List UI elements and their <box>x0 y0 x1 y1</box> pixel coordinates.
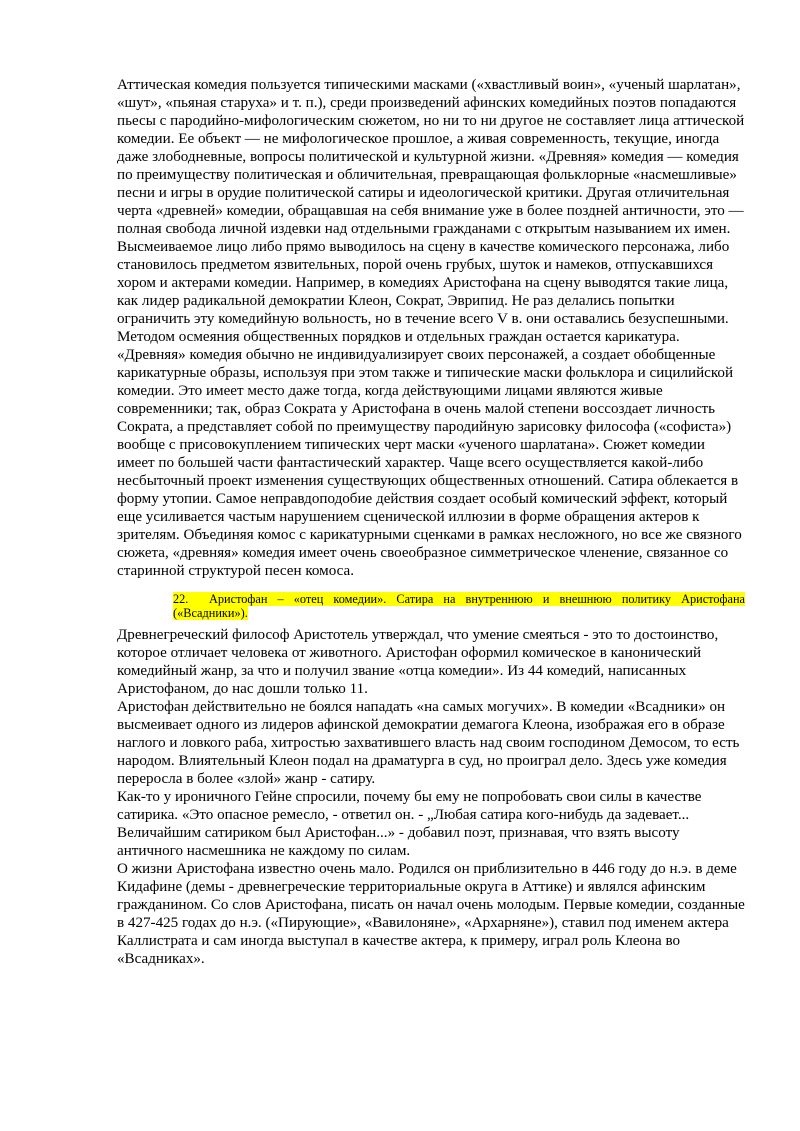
attic-comedy-paragraph: Аттическая комедия пользуется типическими масками («хвастливый воин», «ученый шарлатан», «шут», «пьяная старуха» и т. п.), среди произведений афинских комедийных поэтов попадаются пьесы с пародийно-мифологическим сюжетом, но ни то ни другое не составляет лица аттической комедии. Ее объект — не мифологическое прошлое, а живая современность, текущие, иногда даже злободневные, вопросы политической и культурной жизни. «Древняя» комедия — комедия по преимуществу политическая и обличительная, превращающая фольклорные «насмешливые» песни и игры в орудие политической сатиры и идеологической критики. Другая отличительная черта «древней» комедии, обращавшая на себя внимание уже в более поздней античности, это — полная свобода личной издевки над отдельными гражданами с открытым называнием их имен. Высмеиваемое лицо либо прямо выводилось на сцену в качестве комического персонажа, либо становилось предметом язвительных, порой очень грубых, шуток и намеков, отпускавшихся хором и актерами комедии. Например, в комедиях Аристофана на сцену выводятся такие лица, как лидер радикальной демократии Клеон, Сократ, Эврипид. Не раз делались попытки ограничить эту комедийную вольность, но в течение всего V в. они оставались безуспешными. Методом осмеяния общественных порядков и отдельных граждан остается карикатура. «Древняя» комедия обычно не индивидуализирует своих персонажей, а создает обобщенные карикатурные образы, используя при этом также и типические маски фольклора и сицилийской комедии. Это имеет место даже тогда, когда действующими лицами являются живые современники; так, образ Сократа у Аристофана в очень малой степени воссоздает личность Сократа, а представляет собой по преимуществу пародийную зарисовку философа («софиста») вообще с присовокуплением типических черт маски «ученого шарлатана». Сюжет комедии имеет по большей части фантастический характер. Чаще всего осуществляется какой-либо несбыточный проект изменения существующих общественных отношений. Сатира облекается в форму утопии. Самое неправдоподобие действия создает особый комический эффект, который еще усиливается частым нарушением сценической иллюзии в форме обращения актеров к зрителям. Объединяя комос с карикатурными сценками в рамках несложного, но все же связного сюжета, «древняя» комедия имеет очень своеобразное симметрическое членение, связанное со старинной структурой песен комоса. <box>117 77 745 579</box>
section-heading <box>173 592 745 620</box>
document-page <box>117 76 745 968</box>
heading-highlight <box>173 592 745 620</box>
body-paragraph-aristotle: Древнегреческий философ Аристотель утверждал, что умение смеяться - это то достоинство, которое отличает человека от животного. Аристофан оформил комическое в канонический комедийный жанр, за что и получил звание «отца комедии». Из 44 комедий, написанных Аристофаном, до нас дошли только 11. <box>117 627 719 697</box>
body-paragraph-knights: Аристофан действительно не боялся нападать «на самых могучих». В комедии «Всадники» он высмеивает одного из лидеров афинской демократии демагога Клеона, изображая его в образе наглого и ловкого раба, хитростью захватившего власть над своим господином Демосом, то есть народом. Влиятельный Клеон подал на драматурга в суд, но проиграл дело. Здесь уже комедия переросла в более «злой» жанр - сатиру. <box>117 699 740 787</box>
body-paragraph-biography: О жизни Аристофана известно очень мало. Родился он приблизительно в 446 году до н.э. в деме Кидафине (демы - древнегреческие территориальные округа в Аттике) и являлся афинским гражданином. Со слов Аристофана, писать он начал очень молодым. Первые комедии, созданные в 427-425 годах до н.э. («Пирующие», «Вавилоняне», «Архарняне»), ставил под именем актера Каллистрата и сам иногда выступал в качестве актера, к примеру, играл роль Клеона во «Всадниках». <box>117 861 745 967</box>
body-paragraph-heine: Как-то у ироничного Гейне спросили, почему бы ему не попробовать свои силы в качестве сатирика. «Это опасное ремесло, - ответил он. - „Любая сатира кого-нибудь да задевает... Величайшим сатириком был Аристофан...» - добавил поэт, признавая, что взять высоту античного насмешника не каждому по силам. <box>117 789 702 859</box>
section-title: Аристофан – «отец комедии». Сатира на внутреннюю и внешнюю политику Аристофана («Всадники»). <box>173 592 745 620</box>
section-number: 22. <box>173 592 189 606</box>
